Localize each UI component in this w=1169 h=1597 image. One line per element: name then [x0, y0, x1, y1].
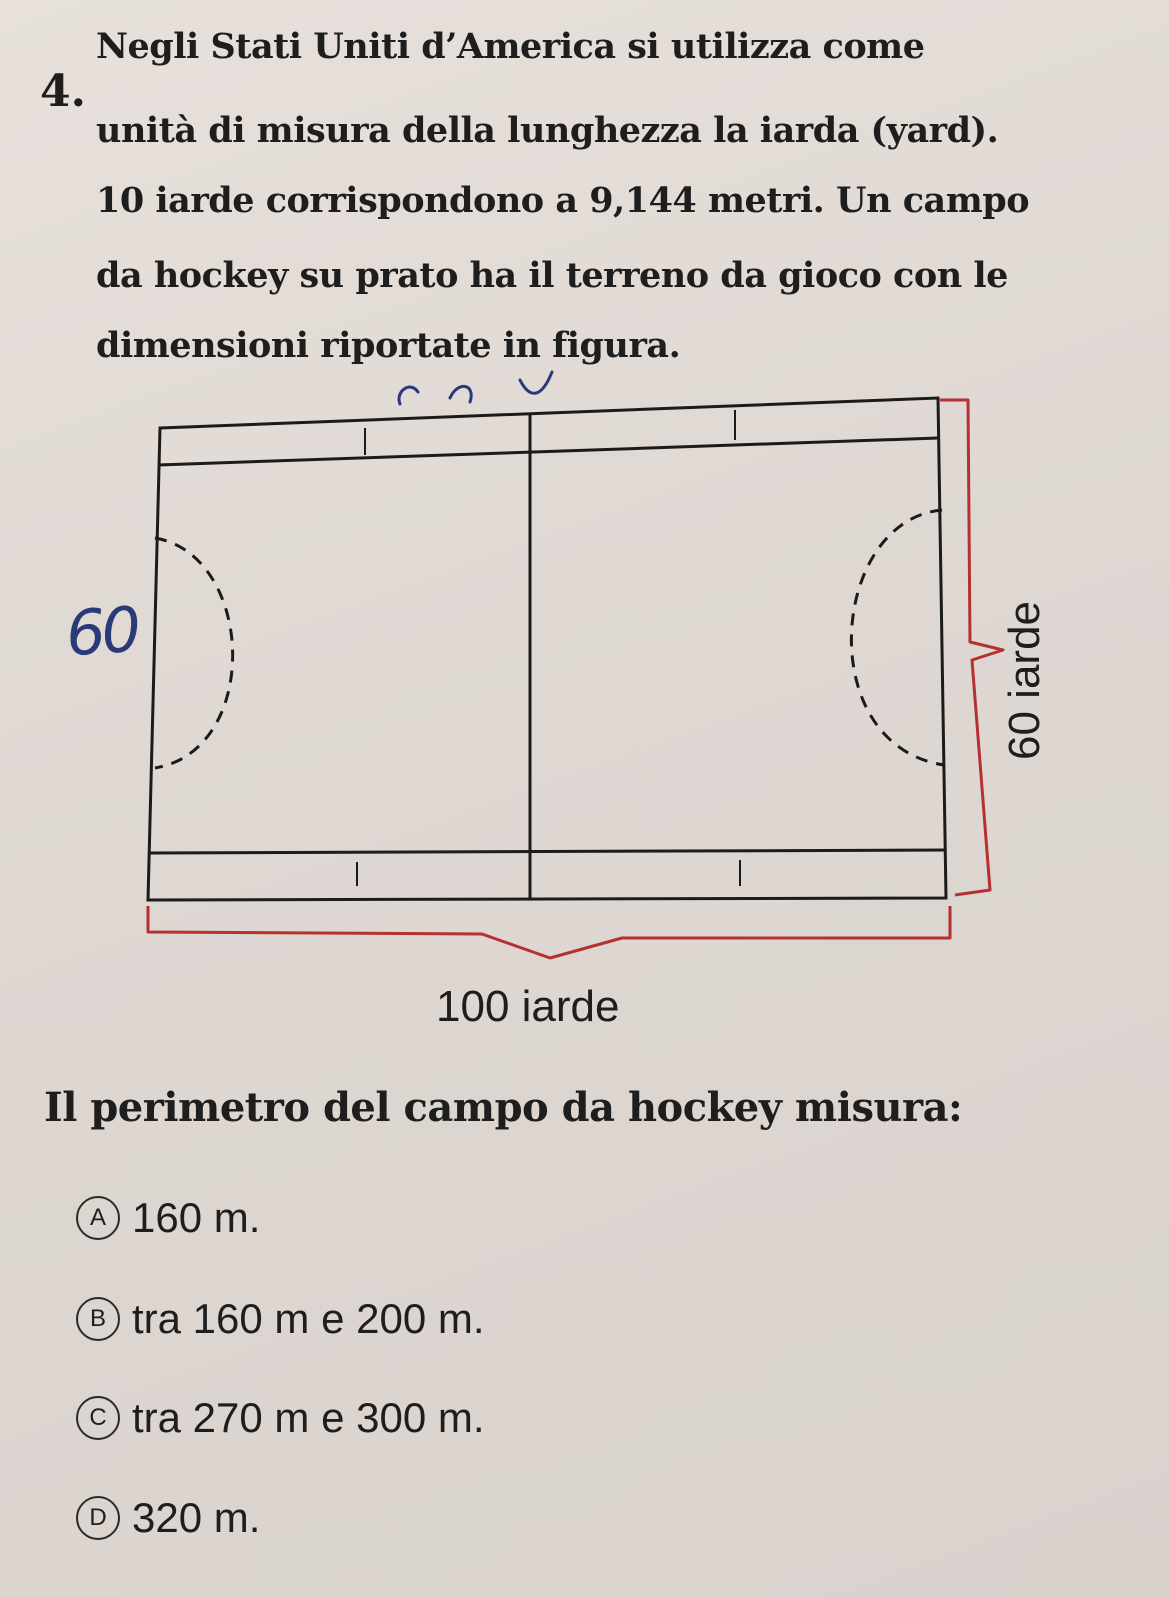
problem-text-line-3: 10 iarde corrispondono a 9,144 metri. Un campo — [96, 180, 1030, 221]
width-brace — [148, 906, 950, 958]
question-text: Il perimetro del campo da hockey misura: — [44, 1084, 963, 1131]
option-d-text: 320 m. — [132, 1494, 261, 1541]
exercise-number: 4. — [40, 66, 86, 117]
top-strip-line — [158, 438, 938, 465]
option-b[interactable] — [76, 1295, 485, 1343]
height-brace — [940, 400, 1003, 895]
handwritten-scribble — [399, 372, 552, 404]
option-b-text: tra 160 m e 200 m. — [132, 1295, 485, 1342]
left-shooting-circle — [155, 538, 233, 768]
height-label: 60 iarde — [1000, 600, 1049, 760]
option-c-badge: C — [76, 1396, 120, 1440]
option-a[interactable] — [76, 1194, 260, 1242]
problem-text-line-5: dimensioni riportate in figura. — [96, 325, 681, 366]
option-d-badge: D — [76, 1496, 120, 1540]
option-c[interactable] — [76, 1394, 485, 1442]
right-shooting-circle — [851, 510, 944, 765]
option-d[interactable] — [76, 1494, 260, 1542]
option-c-text: tra 270 m e 300 m. — [132, 1394, 485, 1441]
option-a-badge: A — [76, 1196, 120, 1240]
problem-text-line-4: da hockey su prato ha il terreno da gioco con le — [96, 255, 1008, 296]
option-a-text: 160 m. — [132, 1194, 261, 1241]
option-b-badge: B — [76, 1297, 120, 1341]
problem-text-line-1: Negli Stati Uniti d’America si utilizza come — [96, 26, 925, 67]
width-label: 100 iarde — [436, 982, 620, 1031]
bottom-strip-line — [150, 850, 946, 853]
problem-text-line-2: unità di misura della lunghezza la iarda (yard). — [96, 110, 999, 151]
field-outline — [148, 398, 946, 900]
handwritten-annotation: 60 — [63, 592, 140, 671]
